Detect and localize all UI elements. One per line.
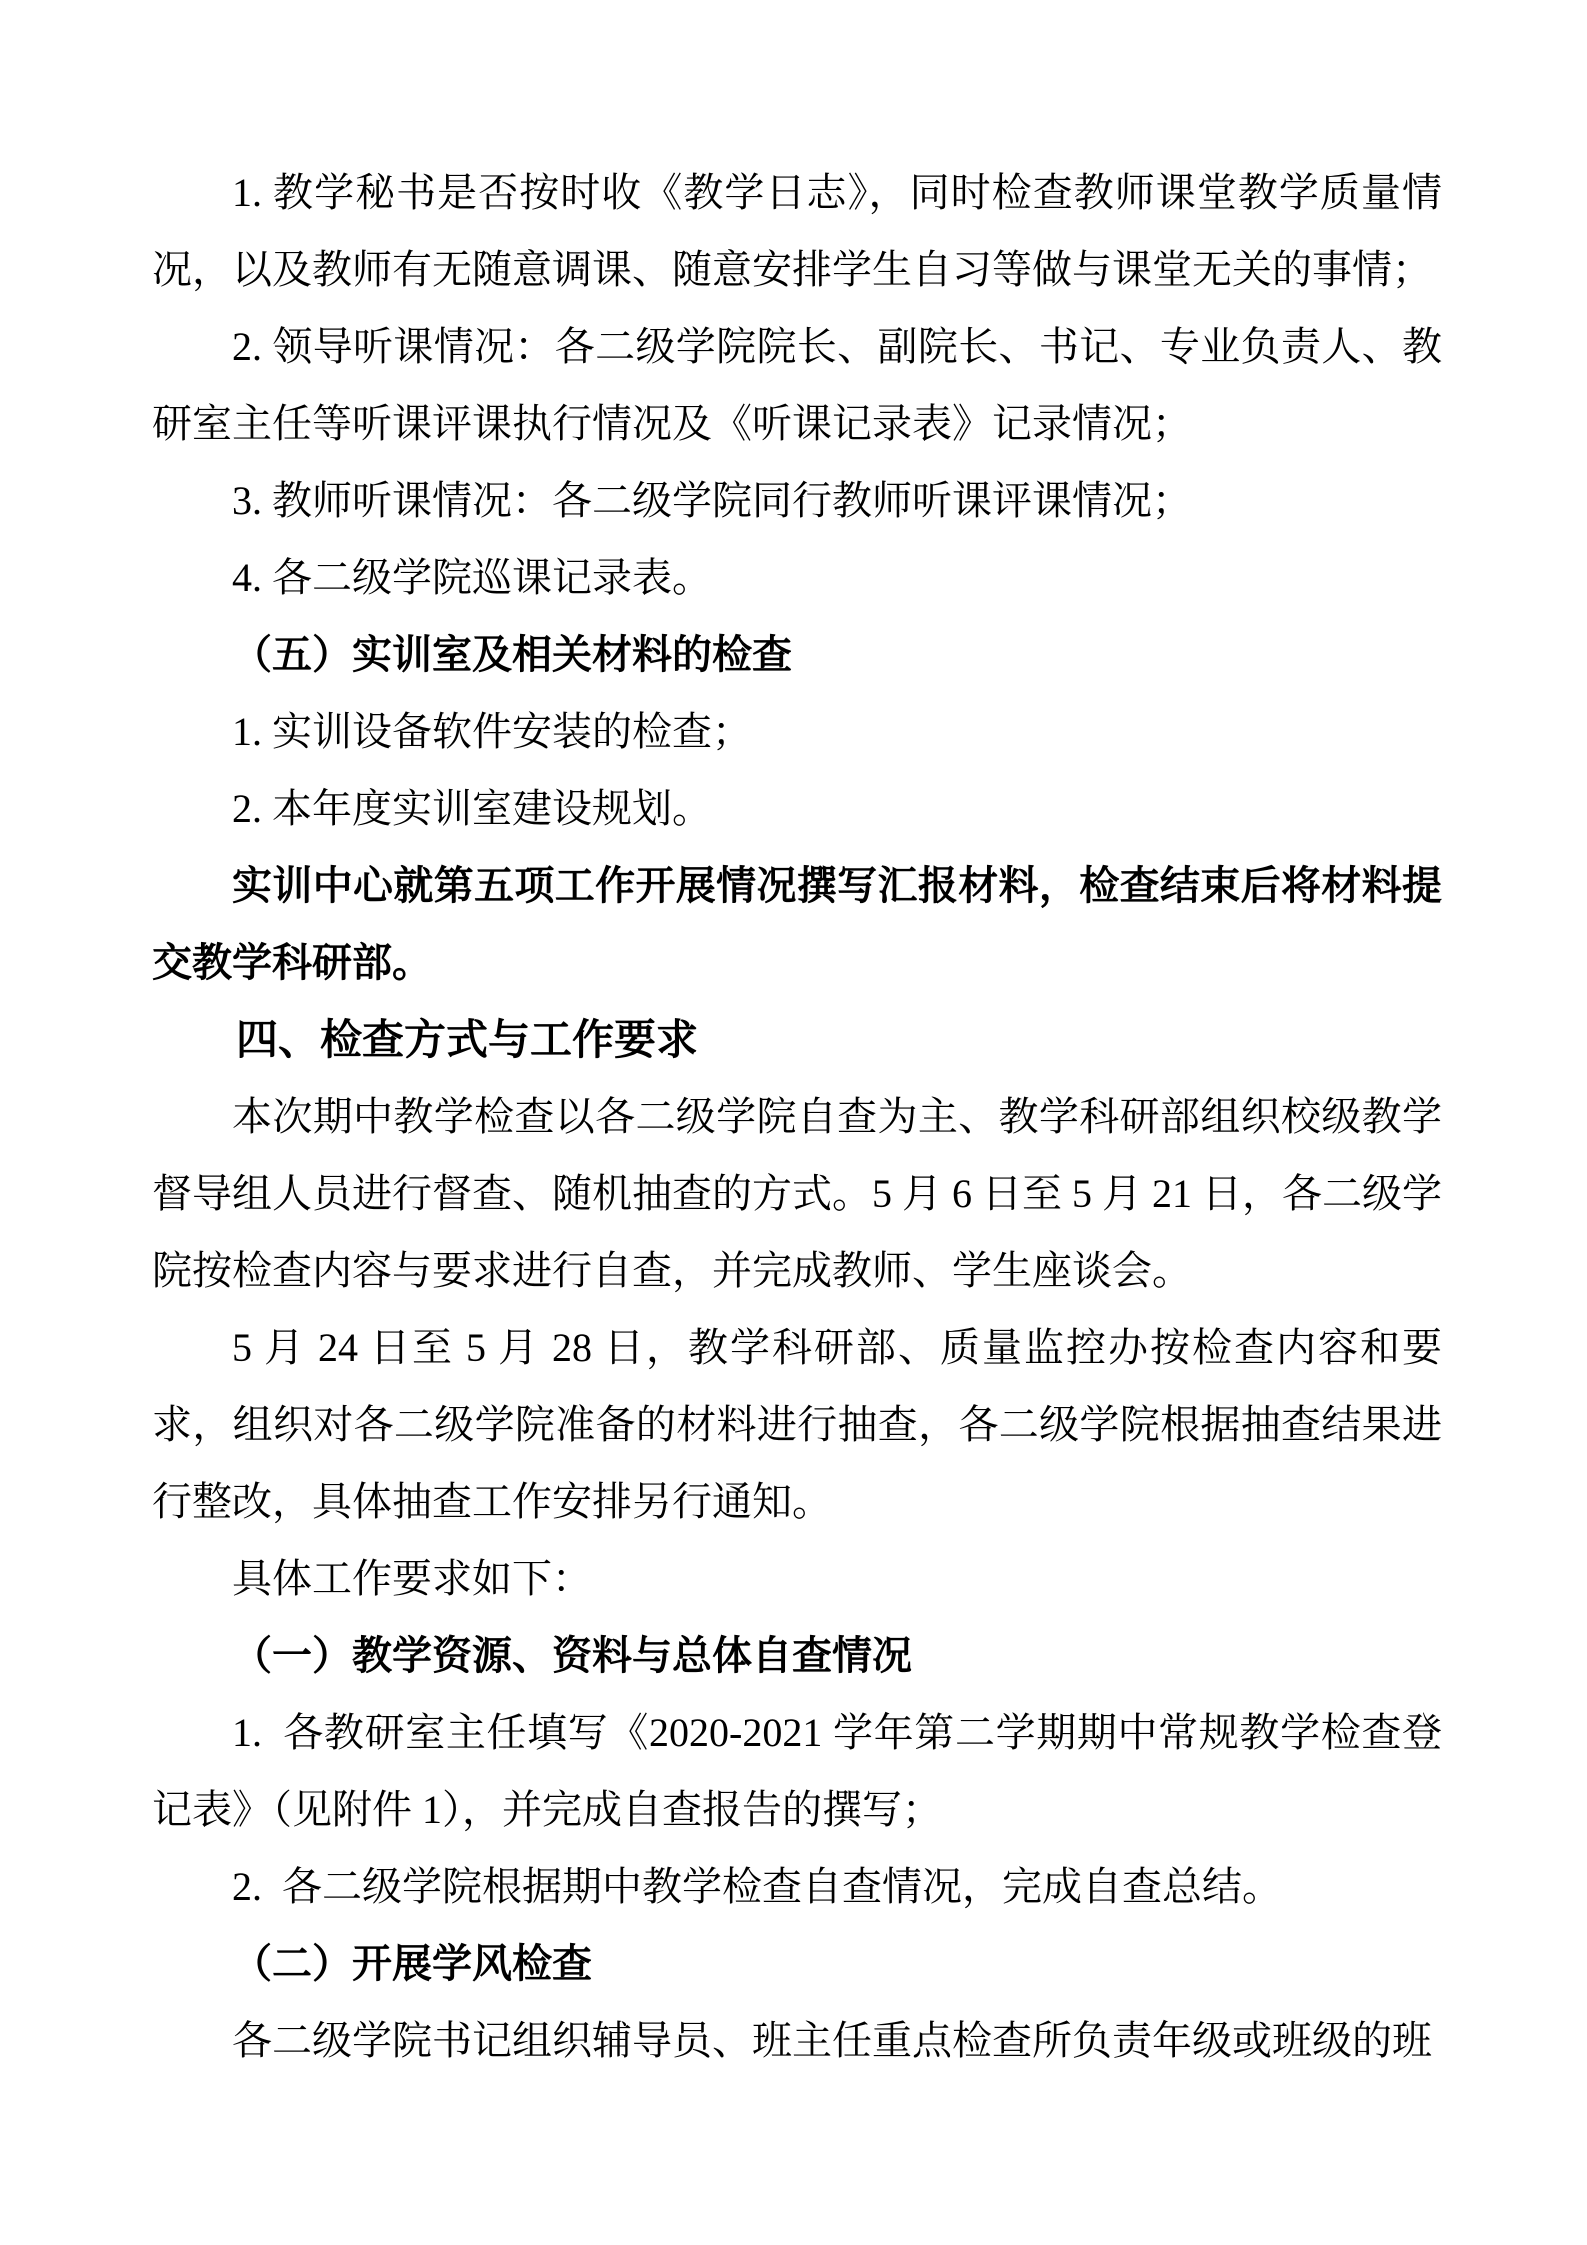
sub-heading-2-study-style-check: （二）开展学风检查 [232,1941,592,1986]
numbered-item-1-teaching-log: 1. 教学秘书是否按时收《教学日志》，同时检查教师课堂教学质量情况，以及教师有无随意调课、随意安排学生自习等做与课堂无关的事情； [152,170,1442,292]
numbered-item-3-teacher-listening: 3. 教师听课情况：各二级学院同行教师听课评课情况； [232,478,1192,523]
paragraph-study-style-inspection: 各二级学院书记组织辅导员、班主任重点检查所负责年级或班级的班 [232,2018,1432,2063]
numbered-item-2-construction-plan: 2. 本年度实训室建设规划。 [232,786,712,831]
numbered-item-1-registration-form: 1. 各教研室主任填写《2020-2021 学年第二学期期中常规教学检查登记表》（见附件 1），并完成自查报告的撰写； [152,1710,1442,1832]
bold-note-training-center: 实训中心就第五项工作开展情况撰写汇报材料，检查结束后将材料提交教学科研部。 [152,863,1442,985]
paragraph-work-requirements-intro: 具体工作要求如下： [232,1556,592,1601]
numbered-item-2-self-check-summary: 2. 各二级学院根据期中教学检查自查情况，完成自查总结。 [232,1864,1282,1909]
sub-heading-1-teaching-resources: （一）教学资源、资料与总体自查情况 [232,1633,912,1678]
paragraph-spot-check-arrangement: 5 月 24 日至 5 月 28 日，教学科研部、质量监控办按检查内容和要求，组织对各二级学院准备的材料进行抽查，各二级学院根据抽查结果进行整改，具体抽查工作安排另行通知。 [152,1325,1442,1524]
numbered-item-4-patrol-record: 4. 各二级学院巡课记录表。 [232,555,712,600]
numbered-item-1-software-install: 1. 实训设备软件安装的检查； [232,709,752,754]
chapter-heading-4-method-requirements: 四、检查方式与工作要求 [236,1016,699,1063]
paragraph-self-check-arrangement: 本次期中教学检查以各二级学院自查为主、教学科研部组织校级教学督导组人员进行督查、随机抽查的方式。5 月 6 日至 5 月 21 日，各二级学院按检查内容与要求进行自查，并完成教师、学生座谈会。 [152,1094,1442,1293]
section-heading-5-training-room: （五）实训室及相关材料的检查 [232,632,792,677]
document-body [152,154,1442,2079]
numbered-item-2-leader-listening: 2. 领导听课情况：各二级学院院长、副院长、书记、专业负责人、教研室主任等听课评课执行情况及《听课记录表》记录情况； [152,324,1442,446]
